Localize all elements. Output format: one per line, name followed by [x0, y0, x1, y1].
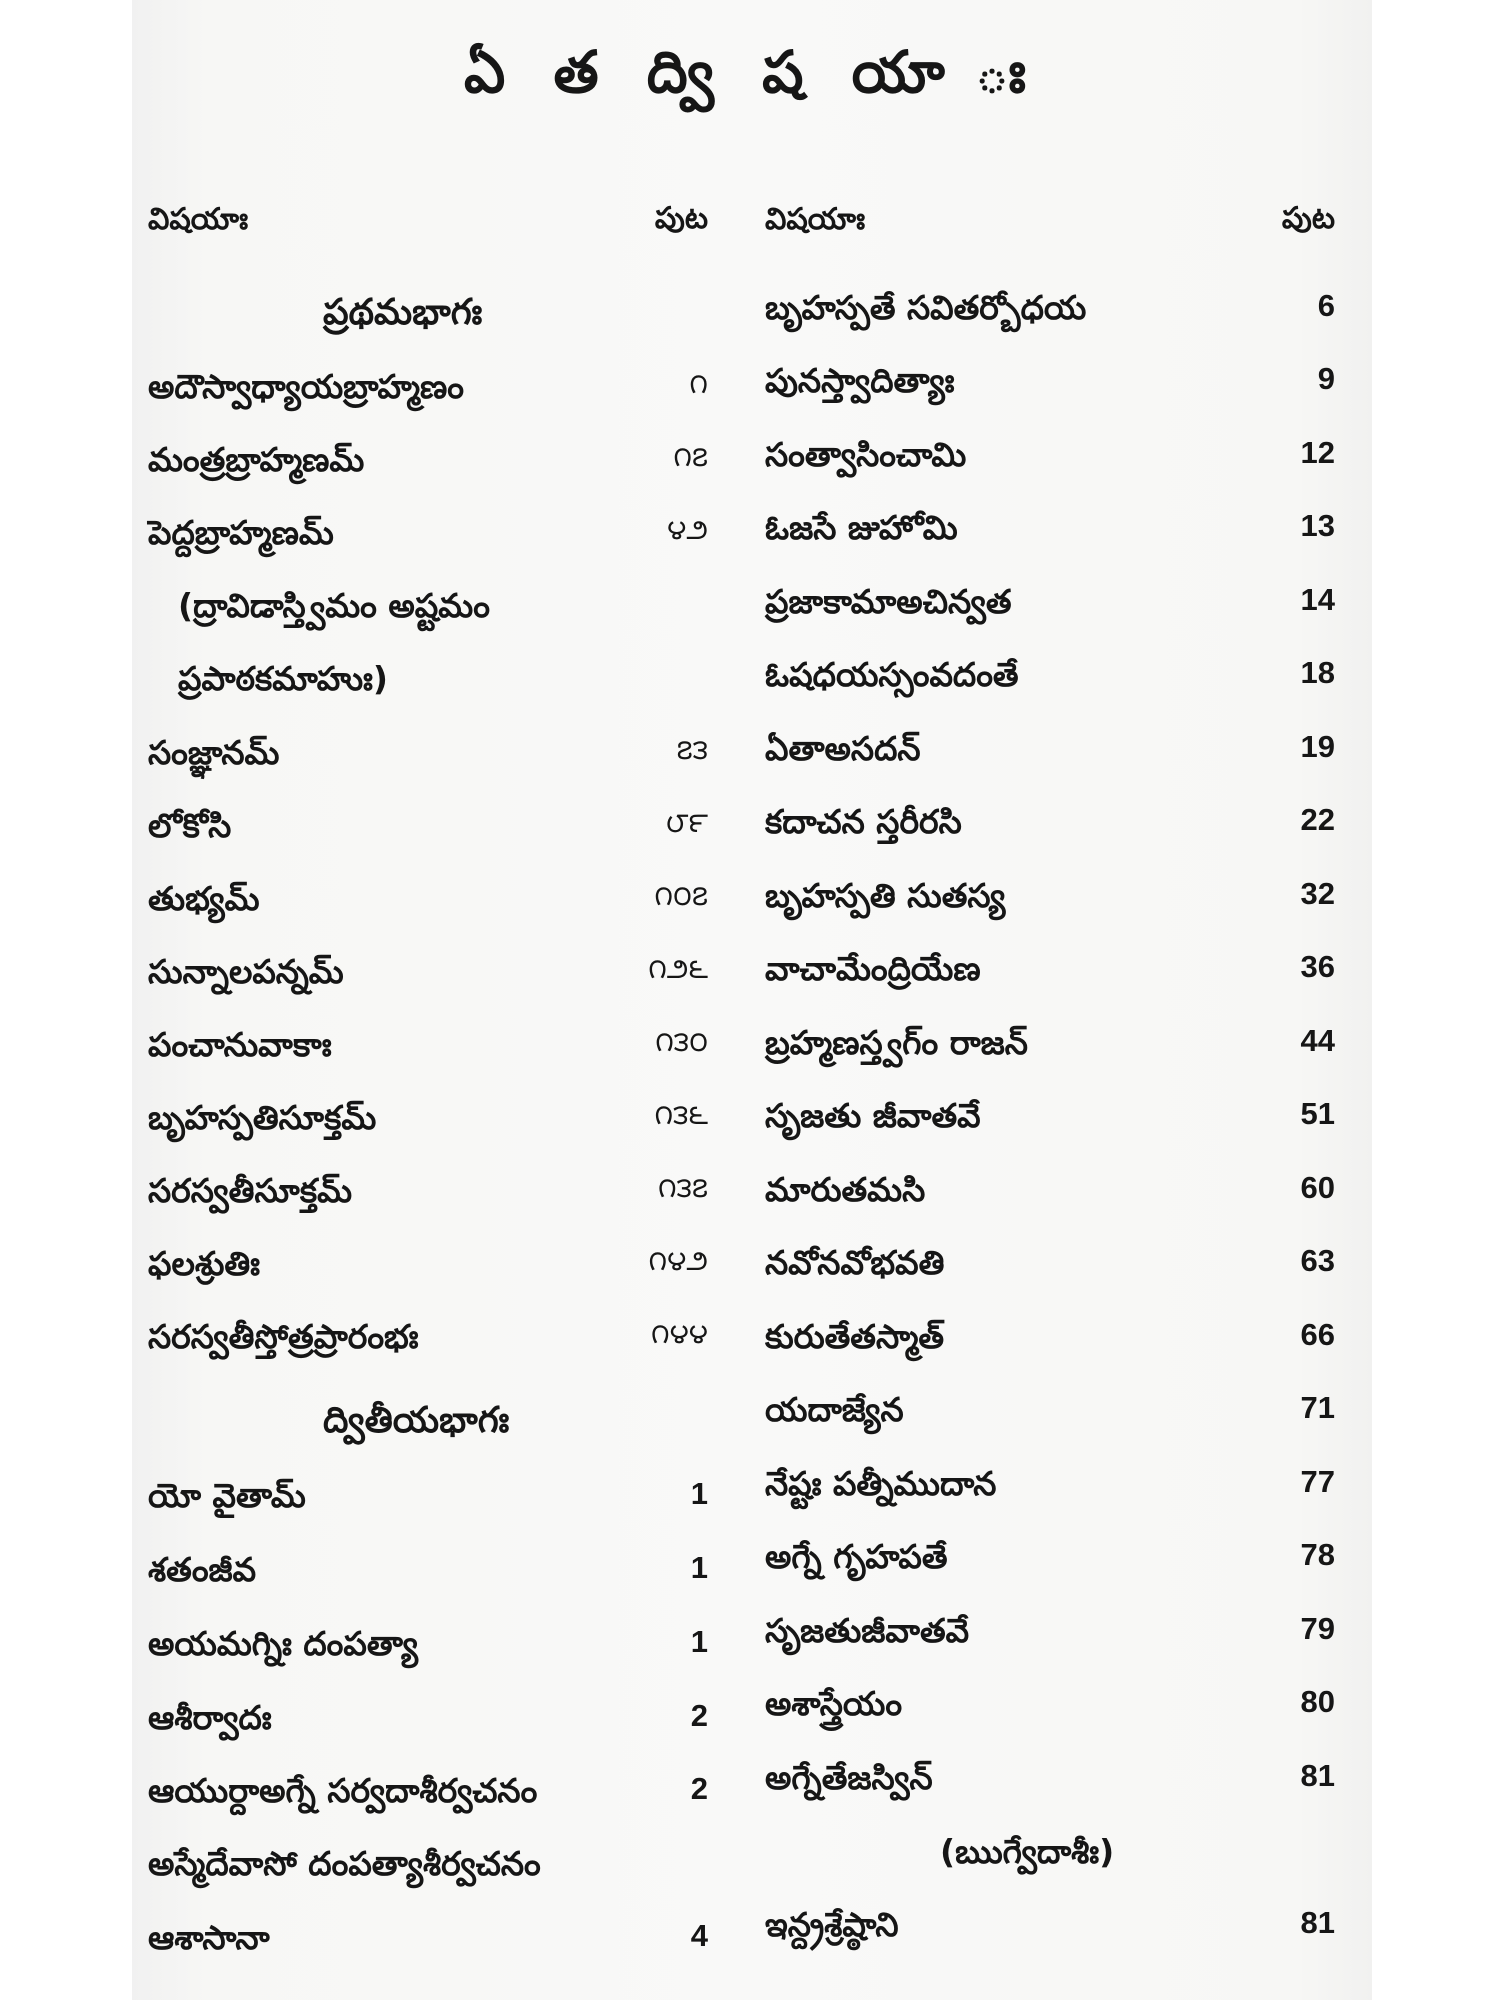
toc-page: 1 [690, 1550, 708, 1585]
toc-page: 13 [1300, 508, 1335, 543]
toc-page: ౭౩ [676, 733, 708, 766]
toc-page: ౧౪౪ [650, 1317, 708, 1350]
toc-page: ౧౩౭ [658, 1171, 708, 1204]
toc-page: ౮౯ [665, 806, 708, 839]
toc-page: 9 [1317, 361, 1335, 396]
toc-entry: పునస్త్వాదిత్యాః [765, 361, 955, 400]
toc-row [148, 1765, 708, 1815]
toc-row-note [765, 1826, 1335, 1876]
toc-page: 14 [1300, 582, 1335, 617]
toc-row [765, 1458, 1335, 1508]
toc-page: ౧ [689, 367, 708, 400]
toc-entry: అస్మేదేవాసో దంపత్యాశీర్వచనం [148, 1844, 541, 1883]
toc-row [765, 576, 1335, 626]
toc-entry: యదాజ్యేన [765, 1390, 904, 1429]
toc-row [765, 1311, 1335, 1361]
toc-entry: మంత్రబ్రాహ్మణమ్ [148, 440, 365, 479]
toc-page: 1 [690, 1476, 708, 1511]
toc-entry: సంజ్ఞానమ్ [148, 733, 280, 772]
toc-row [765, 723, 1335, 773]
toc-row [148, 1692, 708, 1742]
toc-entry: బ్రహ్మణస్త్వగ్ం రాజన్ [765, 1023, 1028, 1062]
toc-entry: ఆశాసానా [148, 1918, 270, 1957]
toc-entry: అదౌస్వాధ్యాయబ్రాహ్మణం [148, 367, 464, 406]
toc-page: 4 [690, 1918, 708, 1953]
toc-row [148, 1544, 708, 1594]
toc-page: 77 [1300, 1464, 1335, 1499]
toc-row [765, 282, 1335, 332]
toc-page: ౧౪౨ [648, 1244, 708, 1277]
toc-row [148, 1618, 708, 1668]
toc-page: 79 [1300, 1611, 1335, 1646]
toc-entry: నేష్టః పత్నీముదాన [765, 1464, 997, 1503]
toc-entry: (ద్రావిడాస్త్విమం అష్టమం [178, 586, 490, 625]
toc-entry: (ఋగ్వేదాశీః) [940, 1832, 1115, 1871]
section-heading: ద్వితీయభాగః [323, 1400, 510, 1441]
toc-page: 71 [1300, 1390, 1335, 1425]
toc-page: 81 [1300, 1758, 1335, 1793]
toc-entry: సరస్వతీసూక్తమ్ [148, 1171, 353, 1210]
toc-row [765, 1164, 1335, 1214]
toc-entry: ఏతాఅసదన్ [765, 729, 921, 768]
toc-page: 32 [1300, 876, 1335, 911]
toc-row [148, 1092, 708, 1142]
toc-entry: ఆయుర్దాఅగ్నే సర్వదాశీర్వచనం [148, 1771, 538, 1810]
toc-page: ౧౩౬ [654, 1098, 708, 1131]
toc-page: 60 [1300, 1170, 1335, 1205]
toc-page: 19 [1300, 729, 1335, 764]
page-header: పుట [1281, 202, 1335, 235]
toc-row [765, 1017, 1335, 1067]
toc-page: ౧౦౭ [654, 879, 708, 912]
toc-row [765, 796, 1335, 846]
toc-entry: ఓషధయస్సంవదంతే [765, 655, 1019, 694]
toc-entry: ఓజసే జుహోమి [765, 508, 958, 547]
toc-entry: ఫలశ్రుతిః [148, 1244, 261, 1283]
toc-page: 6 [1317, 288, 1335, 323]
toc-entry: సరస్వతీస్తోత్రప్రారంభః [148, 1317, 419, 1356]
toc-page: 2 [690, 1698, 708, 1733]
subject-header: విషయాః [148, 202, 249, 237]
toc-row [148, 873, 708, 923]
section-heading: ప్రథమభాగః [323, 292, 483, 333]
toc-row [765, 1899, 1335, 1949]
toc-page: ౧౨౬ [648, 952, 708, 985]
toc-entry: ప్రజాకామాఅచిన్వత [765, 582, 1012, 621]
toc-entry: లోకోసి [148, 806, 232, 845]
toc-page: 2 [690, 1771, 708, 1806]
toc-row [148, 507, 708, 557]
toc-page: 36 [1300, 949, 1335, 984]
toc-row [148, 1238, 708, 1288]
toc-row [765, 943, 1335, 993]
toc-row [148, 434, 708, 484]
toc-entry: బృహస్పతి సుతస్య [765, 876, 1006, 915]
toc-row [765, 1752, 1335, 1802]
subject-header: విషయాః [765, 202, 866, 237]
toc-page: 78 [1300, 1537, 1335, 1572]
toc-row [148, 946, 708, 996]
toc-entry: అశాస్త్రేయం [765, 1684, 903, 1723]
page-header: పుట [654, 202, 708, 235]
left-column-header [148, 196, 708, 246]
toc-row [765, 1237, 1335, 1287]
toc-row [148, 1165, 708, 1215]
toc-row [148, 1838, 708, 1888]
toc-row [765, 1384, 1335, 1434]
toc-row [765, 1090, 1335, 1140]
toc-page: 66 [1300, 1317, 1335, 1352]
toc-entry: సంత్వాసించామి [765, 435, 967, 474]
toc-row [765, 649, 1335, 699]
toc-row [765, 1605, 1335, 1655]
toc-entry: అగ్నేతేజస్విన్ [765, 1758, 933, 1797]
toc-row [148, 1311, 708, 1361]
toc-entry: పెద్దబ్రాహ్మణమ్ [148, 513, 334, 552]
toc-entry: సృజతు జీవాతవే [765, 1096, 981, 1135]
toc-row [765, 1531, 1335, 1581]
toc-entry: బృహస్పతే సవితర్బోధయ [765, 288, 1087, 327]
toc-row [765, 429, 1335, 479]
toc-entry: సృజతుజీవాతవే [765, 1611, 970, 1650]
toc-row [148, 1470, 708, 1520]
toc-page: 18 [1300, 655, 1335, 690]
toc-row [148, 727, 708, 777]
toc-row [765, 502, 1335, 552]
toc-page: 51 [1300, 1096, 1335, 1131]
toc-row [765, 1678, 1335, 1728]
toc-row [148, 800, 708, 850]
toc-row [765, 870, 1335, 920]
toc-row [148, 1912, 708, 1962]
toc-page: ౧౩౦ [655, 1025, 708, 1058]
toc-page: 22 [1300, 802, 1335, 837]
toc-page: ౪౨ [667, 513, 708, 546]
toc-entry: శతంజీవ [148, 1550, 257, 1589]
toc-entry: యో వైతామ్ [148, 1476, 306, 1515]
toc-row [765, 355, 1335, 405]
toc-page: 44 [1300, 1023, 1335, 1058]
toc-entry: సున్నాలపన్నమ్ [148, 952, 344, 991]
toc-row [148, 361, 708, 411]
toc-entry: వాచామేంద్రియేణ [765, 949, 981, 988]
toc-entry: అయమగ్నిః దంపత్యా [148, 1624, 419, 1663]
toc-entry: బృహస్పతిసూక్తమ్ [148, 1098, 377, 1137]
toc-entry: మారుతమసి [765, 1170, 926, 1209]
toc-page: ౧౭ [673, 440, 708, 473]
toc-entry: తుభ్యమ్ [148, 879, 260, 918]
toc-entry: అగ్నే గృహపతే [765, 1537, 948, 1576]
toc-row-continuation [148, 580, 708, 630]
right-column-header [765, 196, 1335, 246]
toc-entry: ప్రపాఠకమాహుః) [178, 659, 388, 698]
toc-page: 81 [1300, 1905, 1335, 1940]
toc-entry: నవోనవోభవతి [765, 1243, 945, 1282]
page-title: ఏ త ద్వి ష యా ః [464, 38, 1040, 106]
toc-page: 80 [1300, 1684, 1335, 1719]
toc-entry: కురుతేతస్మాత్ [765, 1317, 945, 1356]
toc-entry: ఆశీర్వాదః [148, 1698, 272, 1737]
toc-row [148, 1019, 708, 1069]
toc-entry: కదాచన స్తరీరసి [765, 802, 962, 841]
toc-row-continuation [148, 653, 708, 703]
toc-entry: పంచానువాకాః [148, 1025, 332, 1064]
toc-page: 63 [1300, 1243, 1335, 1278]
toc-entry: ఇన్ద్రశ్రేష్ఠాని [765, 1905, 899, 1944]
toc-page: 1 [690, 1624, 708, 1659]
toc-page: 12 [1300, 435, 1335, 470]
